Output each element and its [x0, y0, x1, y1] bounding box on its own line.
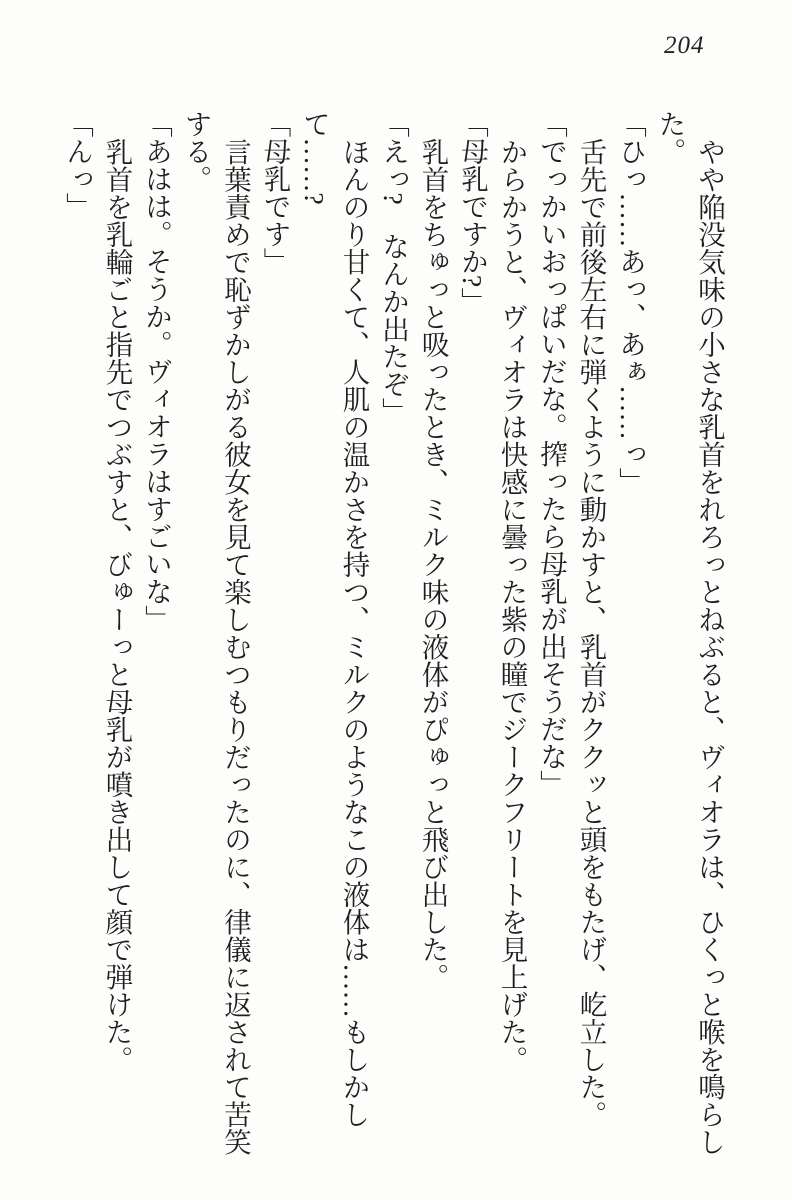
narration-paragraph: 乳首をちゅっと吸ったとき、ミルク味の液体がぴゅっと飛び出した。: [417, 137, 449, 990]
narration-paragraph: 言葉責めで恥ずかしがる彼女を見て楽しむつもりだったのに、律儀に返されて苦笑する。: [180, 110, 251, 1155]
narration-paragraph: 乳首を乳輪ごと指先でつぶすと、びゅーっと母乳が噴き出して顔で弾けた。: [101, 137, 133, 1073]
dialogue-paragraph: 「んっ」: [62, 110, 93, 220]
dialogue-paragraph: 「あはは。そうか。ヴィオラはすごいな」: [141, 110, 172, 633]
narration-paragraph: からかうと、ヴィオラは快感に曇った紫の瞳でジークフリートを見上げた。: [496, 137, 528, 1073]
page-number: 204: [664, 32, 705, 59]
dialogue-paragraph: 「母乳です」: [259, 110, 291, 275]
dialogue-paragraph: 「ひっ……あっ、あぁ……っ」: [615, 110, 646, 495]
narration-paragraph: 舌先で前後左右に弾くように動かすと、乳首がククッと頭をもたげ、屹立した。: [575, 137, 607, 1128]
dialogue-paragraph: 「でっかいおっぱいだな。搾ったら母乳が出そうだな」: [536, 110, 567, 798]
dialogue-paragraph: 「母乳ですか?」: [457, 110, 488, 315]
dialogue-paragraph: 「えっ? なんか出たぞ」: [378, 110, 409, 425]
narration-paragraph: ほんのり甘くて、人肌の温かさを持つ、ミルクのようなこの液体は……もしかして……?: [299, 110, 370, 1128]
narration-paragraph: やや陥没気味の小さな乳首をれろっとねぶると、ヴィオラは、ひくっと喉を鳴らした。: [654, 110, 725, 1155]
novel-text-block: [58, 110, 730, 1160]
